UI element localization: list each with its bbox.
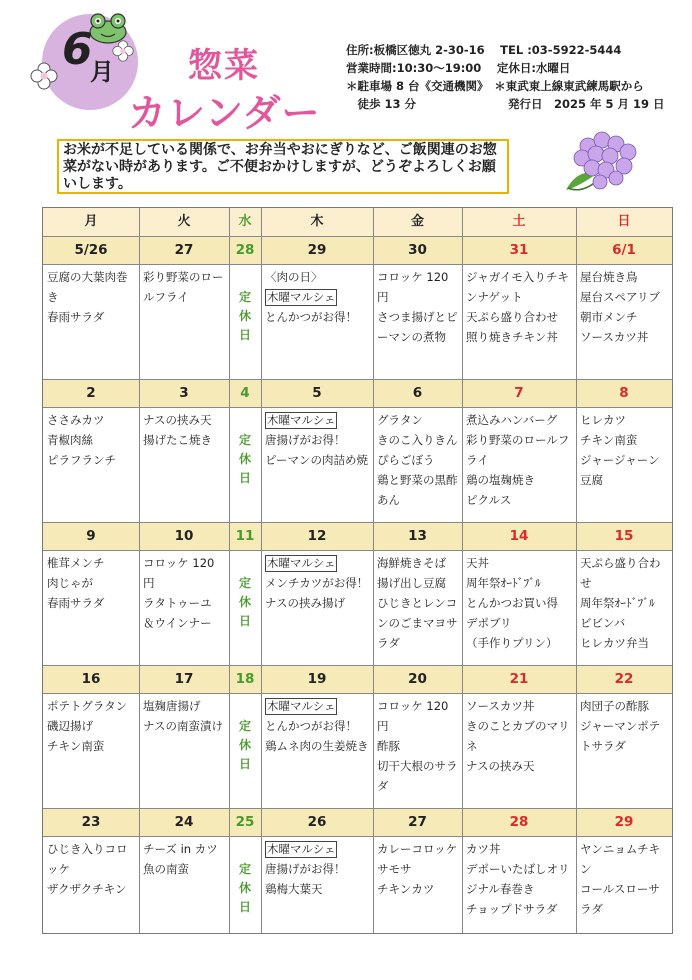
date-number: 6/1	[612, 242, 636, 258]
date-number: 23	[81, 814, 101, 830]
date-number: 17	[174, 671, 194, 687]
walk-line: 徒歩 13 分	[346, 97, 417, 111]
menu-item: 肉じゃが	[47, 576, 93, 590]
menu-item: コロッケ 120 円	[143, 556, 215, 590]
date-number: 29	[614, 814, 634, 830]
date-number: 20	[408, 671, 427, 687]
menu-item: 彩り野菜のロールフライ	[466, 433, 570, 467]
date-number: 3	[179, 385, 189, 401]
weekday-label: 水	[238, 214, 252, 229]
menu-item: 酢豚	[377, 739, 400, 753]
parking-line: ＊駐車場 8 台《交通機関》 ＊東武東上線東武練馬駅から	[346, 79, 644, 93]
menu-item: チキン南蛮	[47, 739, 105, 753]
menu-cell	[373, 407, 462, 522]
date-number: 30	[408, 242, 427, 258]
menu-cell	[43, 407, 139, 522]
menu-cell	[139, 264, 229, 379]
date-number: 14	[509, 528, 529, 544]
menu-item: ナスの挟み天	[143, 413, 212, 427]
page-title: 惣菜	[188, 46, 260, 86]
marche-label: 木曜マルシェ	[267, 413, 336, 427]
menu-item: ナスの挟み揚げ	[265, 596, 346, 610]
grid-line	[43, 665, 672, 666]
menu-item: ナスの挟み天	[466, 759, 535, 773]
date-number: 31	[509, 242, 529, 258]
date-number: 21	[509, 671, 529, 687]
menu-cell	[139, 836, 229, 951]
date-number: 24	[174, 814, 194, 830]
notice-box: お米が不足している関係で、お弁当やおにぎりなど、ご飯関連のお惣菜がない時があります。ご不便おかけしますが、どうぞよろしくお願いします。	[57, 139, 509, 194]
menu-item-marche	[265, 410, 369, 430]
menu-item: 天ぷら盛り合わせ	[466, 310, 558, 324]
closed-day-label: 定休日	[238, 290, 251, 342]
menu-item: とんかつがお得！	[265, 719, 357, 733]
menu-cell	[139, 407, 229, 522]
menu-item: 肉団子の酢豚	[580, 699, 649, 713]
date-number: 5	[312, 385, 322, 401]
menu-cell	[261, 407, 373, 522]
menu-item: デポブリ	[466, 616, 512, 630]
menu-cell	[261, 693, 373, 808]
menu-item: 春雨サラダ	[47, 310, 105, 324]
grid-line	[43, 836, 672, 837]
menu-item: 煮込みハンバーグ	[466, 413, 558, 427]
date-number: 22	[614, 671, 634, 687]
menu-item: ソースカツ丼	[466, 699, 535, 713]
marche-label: 木曜マルシェ	[267, 842, 336, 856]
menu-item: ピラフランチ	[47, 453, 116, 467]
weekday-label: 土	[512, 214, 526, 229]
issue-date: 発行日 2025 年 5 月 19 日	[508, 97, 665, 111]
menu-item: とんかつがお得！	[265, 310, 357, 324]
menu-item-marche	[265, 696, 369, 716]
menu-item: ビビンバ	[580, 616, 626, 630]
menu-item: ザクザクチキン	[47, 882, 127, 896]
menu-cell	[43, 550, 139, 665]
menu-item: 椎茸メンチ	[47, 556, 105, 570]
menu-item: チーズ in カツ	[143, 842, 218, 856]
date-number: 7	[514, 385, 524, 401]
date-number: 4	[240, 385, 250, 401]
menu-item: 鶏の塩麹焼き	[466, 473, 535, 487]
month-unit: 月	[90, 58, 114, 86]
date-number: 28	[509, 814, 529, 830]
menu-cell	[462, 550, 576, 665]
grid-line	[43, 522, 672, 523]
menu-cell	[462, 264, 576, 379]
menu-item: ＆ウインナー	[143, 616, 212, 630]
flower-icon	[112, 40, 134, 62]
menu-item: ジャージャーン豆腐	[580, 453, 660, 487]
menu-item: ヒレカツ弁当	[580, 636, 649, 650]
menu-cell	[43, 836, 139, 951]
menu-item: ポテトグラタン	[47, 699, 128, 713]
menu-item: 春雨サラダ	[47, 596, 105, 610]
marche-label: 木曜マルシェ	[267, 290, 336, 304]
menu-cell	[373, 693, 462, 808]
date-number: 6	[412, 385, 423, 401]
menu-item: 海鮮焼きそば	[377, 556, 446, 570]
closed-day-label: 定休日	[238, 576, 251, 628]
menu-item: 塩麹唐揚げ	[143, 699, 201, 713]
menu-item: 揚げ出し豆腐	[377, 576, 446, 590]
menu-item: サモサ	[377, 862, 412, 876]
date-number: 8	[619, 385, 629, 401]
menu-cell	[373, 264, 462, 379]
menu-item: 豆腐の大葉肉巻き	[47, 270, 128, 304]
menu-item: ひじき入りコロッケ	[47, 842, 128, 876]
menu-item: 磯辺揚げ	[47, 719, 93, 733]
address-line: 住所:板橋区徳丸 2-30-16 TEL :03-5922-5444	[346, 43, 622, 57]
menu-item: コロッケ 120 円	[377, 270, 449, 304]
menu-item: 天ぷら盛り合わせ	[580, 556, 661, 590]
menu-item: きのこ入りきんぴらごぼう	[377, 433, 458, 467]
weekday-label: 日	[617, 214, 631, 229]
grid-line	[373, 208, 374, 933]
menu-item: 鶏と野菜の黒酢あん	[377, 473, 458, 507]
menu-item-marche	[265, 553, 369, 573]
menu-item: カレーコロッケ	[377, 842, 458, 856]
hours-line: 営業時間:10:30～19:00 定休日:水曜日	[346, 61, 571, 75]
date-number: 26	[307, 814, 327, 830]
menu-cell	[139, 693, 229, 808]
date-number: 19	[307, 671, 327, 687]
date-number: 28	[235, 242, 255, 258]
menu-cell	[462, 836, 576, 951]
menu-item: ジャーマンポテトサラダ	[580, 719, 661, 753]
date-number: 16	[81, 671, 101, 687]
menu-item: 周年祭ｵｰﾄﾞﾌﾞﾙ	[466, 576, 541, 590]
page-subtitle: カレンダー	[128, 91, 321, 135]
hydrangea-icon	[558, 128, 646, 198]
menu-cell	[43, 264, 139, 379]
menu-item: メンチカツがお得！	[265, 576, 369, 590]
menu-cell	[261, 836, 373, 951]
menu-item: チョップドサラダ	[466, 902, 558, 916]
date-number: 12	[307, 528, 327, 544]
menu-item: カツ丼	[466, 842, 501, 856]
menu-item: ヤンニョムチキン	[580, 842, 661, 876]
grid-line	[43, 379, 672, 380]
date-number: 29	[307, 242, 327, 258]
menu-item: ひじきとレンコンのごまマヨサラダ	[377, 596, 458, 650]
date-number: 27	[408, 814, 427, 830]
weekday-label: 木	[310, 214, 324, 229]
menu-item: 朝市メンチ	[580, 310, 638, 324]
menu-item: 天丼	[466, 556, 489, 570]
menu-item: ソースカツ丼	[580, 330, 649, 344]
menu-item: ヒレカツ	[580, 413, 626, 427]
menu-cell	[43, 693, 139, 808]
menu-cell	[373, 550, 462, 665]
date-number: 15	[614, 528, 634, 544]
marche-label: 木曜マルシェ	[267, 699, 336, 713]
menu-item: コールスローサラダ	[580, 882, 660, 916]
menu-item: ナスの南蛮漬け	[143, 719, 224, 733]
menu-item: きのことカブのマリネ	[466, 719, 570, 753]
grid-line	[43, 808, 672, 809]
menu-cell	[261, 550, 373, 665]
date-number: 2	[86, 385, 96, 401]
weekday-label: 金	[410, 214, 424, 229]
grid-line	[43, 264, 672, 265]
closed-day-label: 定休日	[238, 862, 251, 914]
menu-item: とんかつお買い得	[466, 596, 558, 610]
menu-item: 唐揚げがお得！	[265, 433, 346, 447]
date-number: 11	[235, 528, 255, 544]
grid-line	[43, 236, 672, 237]
month-number: 6	[62, 24, 93, 75]
menu-cell	[462, 407, 576, 522]
marche-label: 木曜マルシェ	[267, 556, 336, 570]
grid-line	[462, 208, 463, 933]
grid-line	[261, 208, 262, 933]
menu-item: 揚げたこ焼き	[143, 433, 212, 447]
date-number: 5/26	[74, 242, 108, 258]
menu-item: 屋台スペアリブ	[580, 290, 661, 304]
date-number: 13	[408, 528, 427, 544]
menu-item: 切干大根のサラダ	[377, 759, 458, 793]
date-number: 25	[235, 814, 255, 830]
menu-item: 鶏ムネ肉の生姜焼き	[265, 739, 369, 753]
grid-line	[229, 208, 230, 933]
weekday-label: 火	[177, 214, 191, 229]
menu-item: 照り焼きチキン丼	[466, 330, 558, 344]
menu-item: 〈肉の日〉	[265, 270, 323, 284]
menu-item: 青椒肉絲	[47, 433, 93, 447]
date-number: 9	[86, 528, 96, 544]
menu-item: 周年祭ｵｰﾄﾞﾌﾞﾙ	[580, 596, 655, 610]
grid-line	[576, 208, 577, 933]
menu-item: 屋台焼き鳥	[580, 270, 638, 284]
menu-cell	[462, 693, 576, 808]
menu-cell	[576, 264, 672, 379]
date-number: 10	[174, 528, 194, 544]
menu-item: （手作りプリン）	[466, 636, 558, 650]
menu-item: 唐揚げがお得！	[265, 862, 346, 876]
date-number: 18	[235, 671, 255, 687]
closed-day-label: 定休日	[238, 433, 251, 485]
menu-cell	[576, 693, 672, 808]
date-number: 27	[174, 242, 194, 258]
menu-cell	[373, 836, 462, 951]
calendar-grid	[42, 207, 673, 934]
menu-cell	[261, 264, 373, 379]
menu-item: ジャガイモ入りチキンナゲット	[466, 270, 569, 304]
menu-cell	[139, 550, 229, 665]
menu-item-marche	[265, 839, 369, 859]
grid-line	[43, 407, 672, 408]
menu-item: ピクルス	[466, 493, 512, 507]
menu-item: ピーマンの肉詰め焼	[265, 453, 369, 467]
grid-line	[43, 693, 672, 694]
menu-item: さつま揚げとピーマンの煮物	[377, 310, 458, 344]
menu-item: チキンカツ	[377, 882, 435, 896]
menu-item: 魚の南蛮	[143, 862, 189, 876]
menu-cell	[576, 550, 672, 665]
menu-cell	[576, 407, 672, 522]
menu-item: デポーいたばしオリジナル春巻き	[466, 862, 570, 896]
closed-day-label: 定休日	[238, 719, 251, 771]
menu-item: コロッケ 120 円	[377, 699, 449, 733]
menu-item: ラタトゥーユ	[143, 596, 212, 610]
menu-item: チキン南蛮	[580, 433, 638, 447]
flower-icon	[30, 62, 58, 90]
menu-cell	[576, 836, 672, 951]
menu-item-marche	[265, 287, 369, 307]
weekday-label: 月	[84, 214, 98, 229]
grid-line	[139, 208, 140, 933]
menu-item: ささみカツ	[47, 413, 105, 427]
menu-item: グラタン	[377, 413, 423, 427]
grid-line	[43, 550, 672, 551]
menu-item: 鶏梅大葉天	[265, 882, 323, 896]
menu-item: 彩り野菜のロールフライ	[143, 270, 224, 304]
